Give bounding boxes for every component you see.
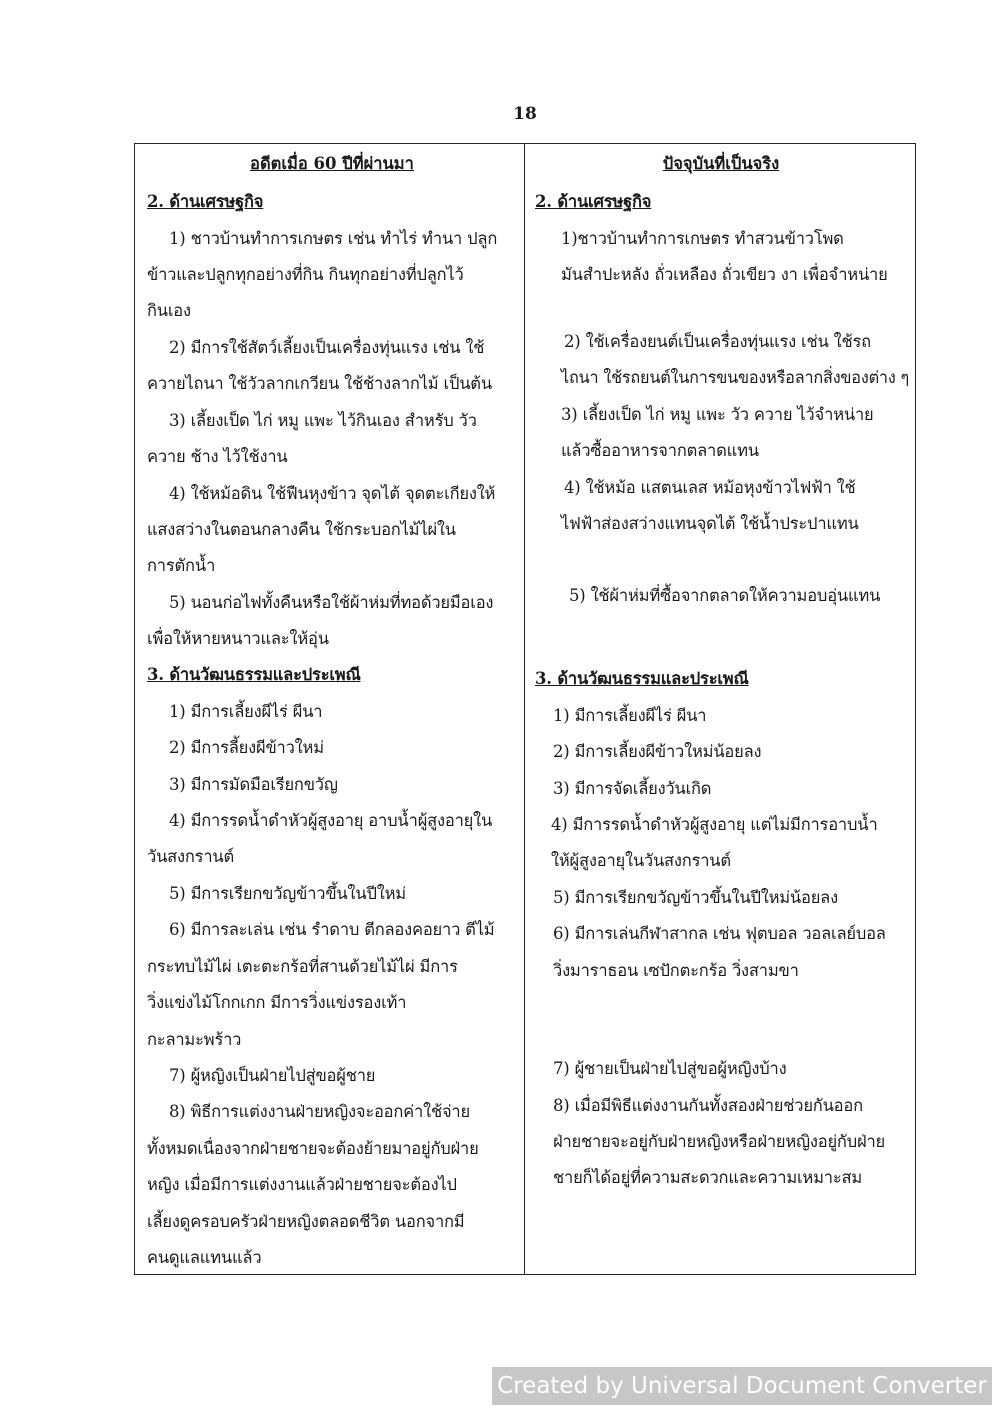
past-line: กินเอง	[147, 301, 191, 320]
past-column-header: อดีตเมื่อ 60 ปีที่ผ่านมา	[250, 154, 414, 173]
present-line: 5) มีการเรียกขวัญข้าวขึ้นในปีใหม่น้อยลง	[553, 888, 838, 907]
present-line: 8) เมื่อมีพิธีแต่งงานกันทั้งสองฝ่ายช่วยกันออก	[553, 1096, 863, 1115]
past-line: เพื่อให้หายหนาวและให้อุ่น	[147, 629, 329, 648]
page-number: 18	[513, 104, 537, 124]
present-line: 7) ผู้ชายเป็นฝ่ายไปสู่ขอผู้หญิงบ้าง	[553, 1059, 787, 1078]
past-line: 6) มีการละเล่น เช่น รำดาบ ตีกลองคอยาว ตีไม้	[169, 920, 495, 939]
past-line: 4) มีการรดน้ำดำหัวผู้สูงอายุ อาบน้ำผู้สูงอายุใน	[169, 811, 493, 830]
past-section-economy: 2. ด้านเศรษฐกิจ	[147, 192, 264, 211]
present-line: 1) มีการเลี้ยงผีไร่ ผีนา	[553, 706, 707, 725]
past-line: 1) มีการเลี้ยงผีไร่ ผีนา	[169, 702, 323, 721]
present-line: วิ่งมาราธอน เซปักตะกร้อ วิ่งสามขา	[553, 961, 799, 980]
past-line: 2) มีการใช้สัตว์เลี้ยงเป็นเครื่องทุ่นแรง เช่น ใช้	[169, 338, 485, 357]
past-line: 5) มีการเรียกขวัญข้าวขึ้นในปีใหม่	[169, 884, 406, 903]
past-line: ควาย ช้าง ไว้ใช้งาน	[147, 447, 288, 466]
past-line: กะลามะพร้าว	[147, 1030, 242, 1049]
present-line: 3) มีการจัดเลี้ยงวันเกิด	[553, 779, 712, 798]
present-line: ฝ่ายชายจะอยู่กับฝ่ายหญิงหรือฝ่ายหญิงอยู่กับฝ่าย	[553, 1132, 885, 1151]
present-line: ชายก็ได้อยู่ที่ความสะดวกและความเหมาะสม	[553, 1168, 863, 1187]
present-line: 1)ชาวบ้านทำการเกษตร ทำสวนข้าวโพด	[561, 229, 844, 248]
present-line: แล้วซื้ออาหารจากตลาดแทน	[561, 441, 759, 460]
past-line: กระทบไม้ไผ่ เตะตะกร้อที่สานด้วยไม้ไผ่ มีการ	[147, 957, 458, 976]
present-section-culture: 3. ด้านวัฒนธรรมและประเพณี	[535, 669, 749, 688]
past-line: 4) ใช้หม้อดิน ใช้ฟืนหุงข้าว จุดไต้ จุดตะเกียงให้	[169, 484, 496, 503]
past-line: 3) มีการมัดมือเรียกขวัญ	[169, 775, 338, 794]
past-line: การตักน้ำ	[147, 556, 216, 575]
comparison-table	[134, 143, 916, 1275]
present-section-economy: 2. ด้านเศรษฐกิจ	[535, 192, 652, 211]
past-line: 1) ชาวบ้านทำการเกษตร เช่น ทำไร่ ทำนา ปลูก	[169, 229, 498, 248]
column-divider	[524, 144, 525, 1274]
present-line: 6) มีการเล่นกีฬาสากล เช่น ฟุตบอล วอลเลย์บอล	[553, 924, 886, 943]
past-line: หญิง เมื่อมีการแต่งงานแล้วฝ่ายชายจะต้องไป	[147, 1175, 457, 1194]
past-line: วันสงกรานต์	[147, 847, 234, 866]
present-column-header: ปัจจุบันที่เป็นจริง	[662, 154, 780, 173]
past-section-culture: 3. ด้านวัฒนธรรมและประเพณี	[147, 665, 361, 684]
past-line: วิ่งแข่งไม้โกกเกก มีการวิ่งแข่งรองเท้า	[147, 993, 407, 1012]
present-line: 2) ใช้เครื่องยนต์เป็นเครื่องทุ่นแรง เช่น ใช้รถ	[564, 332, 871, 351]
past-line: 3) เลี้ยงเป็ด ไก่ หมู แพะ ไว้กินเอง สำหรับ วัว	[169, 411, 477, 430]
past-line: 8) พิธีการแต่งงานฝ่ายหญิงจะออกค่าใช้จ่าย	[169, 1102, 470, 1121]
past-line: แสงสว่างในตอนกลางคืน ใช้กระบอกไม้ไผ่ใน	[147, 520, 456, 539]
past-line: เลี้ยงดูครอบครัวฝ่ายหญิงตลอดชีวิต นอกจากมี	[147, 1212, 465, 1231]
present-line: 4) ใช้หม้อ แสตนเลส หม้อหุงข้าวไฟฟ้า ใช้	[564, 478, 856, 497]
present-line: 2) มีการเลี้ยงผีข้าวใหม่น้อยลง	[553, 742, 762, 761]
past-line: คนดูแลแทนแล้ว	[147, 1248, 262, 1267]
past-line: 5) นอนก่อไฟทั้งคืนหรือใช้ผ้าห่มที่ทอด้วยมือเอง	[169, 593, 494, 612]
past-line: 7) ผู้หญิงเป็นฝ่ายไปสู่ขอผู้ชาย	[169, 1066, 376, 1085]
present-line: 3) เลี้ยงเป็ด ไก่ หมู แพะ วัว ควาย ไว้จำหน่าย	[561, 405, 874, 424]
present-line: ไฟฟ้าส่องสว่างแทนจุดไต้ ใช้น้ำประปาแทน	[561, 514, 859, 533]
present-line: ไถนา ใช้รถยนต์ในการขนของหรือลากสิ่งของต่าง ๆ	[561, 368, 910, 387]
past-line: ควายไถนา ใช้วัวลากเกวียน ใช้ช้างลากไม้ เป็นต้น	[147, 374, 492, 393]
converter-watermark: Created by Universal Document Converter	[492, 1367, 992, 1405]
past-line: ทั้งหมดเนื่องจากฝ่ายชายจะต้องย้ายมาอยู่กับฝ่าย	[147, 1139, 479, 1158]
present-line: 4) มีการรดน้ำดำหัวผู้สูงอายุ แต่ไม่มีการอาบน้ำ	[551, 815, 878, 834]
past-line: ข้าวและปลูกทุกอย่างที่กิน กินทุกอย่างที่ปลูกไว้	[147, 265, 464, 284]
past-line: 2) มีการลี้ยงผีข้าวใหม่	[169, 738, 324, 757]
present-line: ให้ผู้สูงอายุในวันสงกรานต์	[551, 851, 731, 870]
present-line: มันสำปะหลัง ถั่วเหลือง ถั่วเขียว งา เพื่อจำหน่าย	[561, 265, 888, 284]
present-line: 5) ใช้ผ้าห่มที่ซื้อจากตลาดให้ความอบอุ่นแทน	[569, 586, 881, 605]
